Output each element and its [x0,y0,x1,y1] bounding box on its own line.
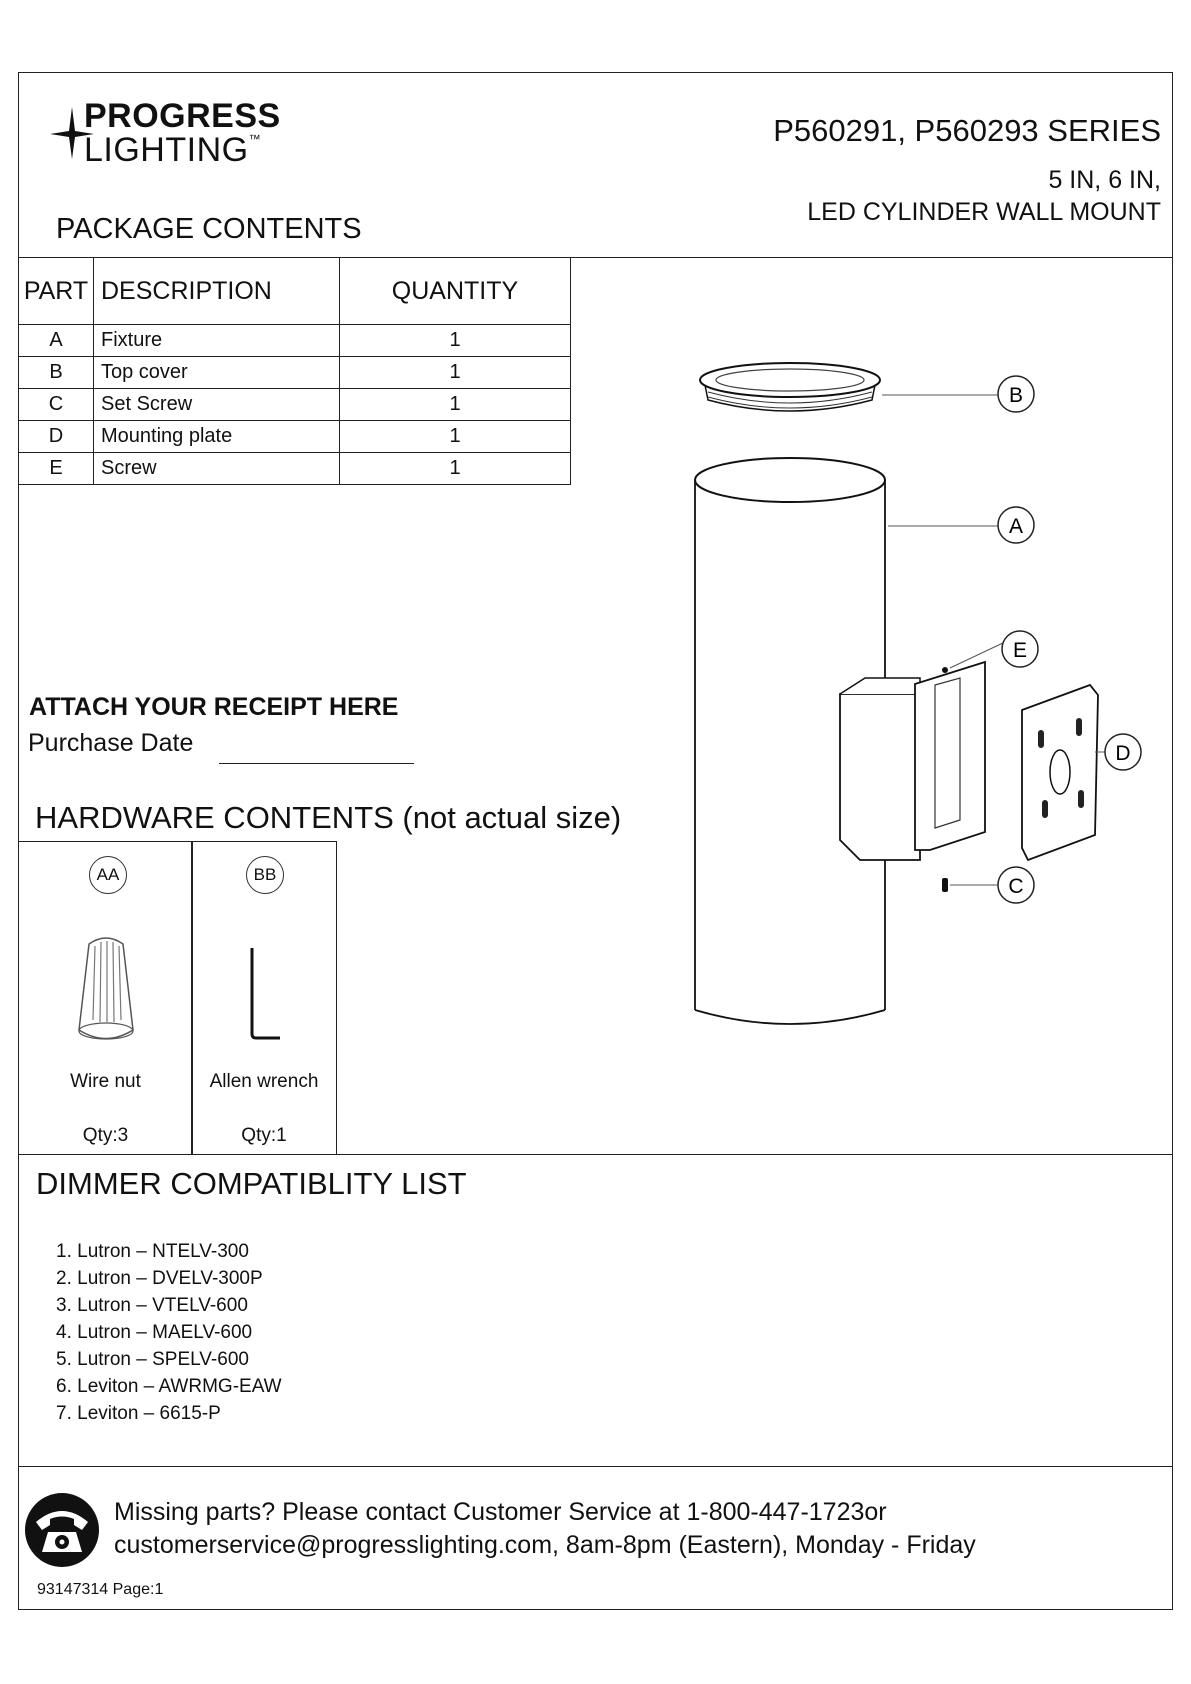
bracket-drawing [840,662,985,860]
svg-text:C: C [1008,875,1024,898]
hardware-name: Allen wrench [209,1071,319,1092]
hardware-item-wire-nut [18,841,193,1155]
table-header-row [19,258,571,325]
purchase-date-label: Purchase Date [28,729,194,757]
part-code-badge: AA [89,856,127,894]
hardware-qty: Qty:3 [82,1125,129,1146]
callout-a [998,507,1034,543]
list-item: 1. Lutron – NTELV-300 [56,1241,249,1262]
svg-text:E: E [1012,639,1028,662]
mounting-plate-drawing [1022,685,1098,860]
contact-line-2: customerservice@progresslighting.com, 8am-8pm (Eastern), Monday - Friday [114,1531,976,1559]
series-title: P560291, P560293 SERIES [773,113,1161,148]
product-type: LED CYLINDER WALL MOUNT [807,198,1161,226]
parts-table [18,257,571,485]
purchase-date-line [219,763,414,764]
phone-icon [24,1492,100,1568]
table-row: A Fixture 1 [19,325,571,357]
list-item: 3. Lutron – VTELV-600 [56,1295,248,1316]
product-size: 5 IN, 6 IN, [1048,166,1161,194]
brand-line1: PROGRESS [84,97,281,135]
part-code-badge: BB [246,856,284,894]
col-part: PART [19,258,94,325]
page-footer-code: 93147314 Page:1 [37,1581,164,1598]
contact-line-1: Missing parts? Please contact Customer Service at 1-800-447-1723or [114,1498,887,1526]
table-row: E Screw 1 [19,453,571,485]
allen-wrench-icon [240,942,300,1052]
callout-c [998,867,1034,903]
brand-line2: LIGHTING™ [84,131,262,169]
list-item: 6. Leviton – AWRMG-EAW [56,1376,282,1397]
dimmer-list-title: DIMMER COMPATIBLITY LIST [36,1166,467,1201]
list-item: 2. Lutron – DVELV-300P [56,1268,263,1289]
list-item: 7. Leviton – 6615-P [56,1403,221,1424]
col-description: DESCRIPTION [94,258,340,325]
hardware-item-allen-wrench [191,841,337,1155]
hardware-name: Wire nut [70,1071,141,1092]
package-contents-title: PACKAGE CONTENTS [56,213,362,245]
hardware-qty: Qty:1 [241,1125,287,1146]
list-item: 5. Lutron – SPELV-600 [56,1349,249,1370]
svg-text:D: D [1115,742,1131,765]
svg-text:A: A [1008,515,1024,538]
set-screw-drawing [942,878,948,892]
callout-b [998,376,1034,412]
table-row: B Top cover 1 [19,357,571,389]
list-item: 4. Lutron – MAELV-600 [56,1322,253,1343]
hardware-contents-title: HARDWARE CONTENTS (not actual size) [35,800,622,835]
table-row: D Mounting plate 1 [19,421,571,453]
col-quantity: QUANTITY [340,258,571,325]
dimmer-list [56,1238,282,1427]
brand-logo [50,95,300,175]
wire-nut-icon [71,932,141,1052]
svg-text:B: B [1008,384,1024,407]
receipt-heading: ATTACH YOUR RECEIPT HERE [29,693,399,721]
top-cover-drawing [700,363,880,411]
contact-divider [18,1466,1173,1467]
callout-e [1002,631,1038,667]
table-row: C Set Screw 1 [19,389,571,421]
callout-d [1105,734,1141,770]
fixture-diagram [650,340,1170,1040]
